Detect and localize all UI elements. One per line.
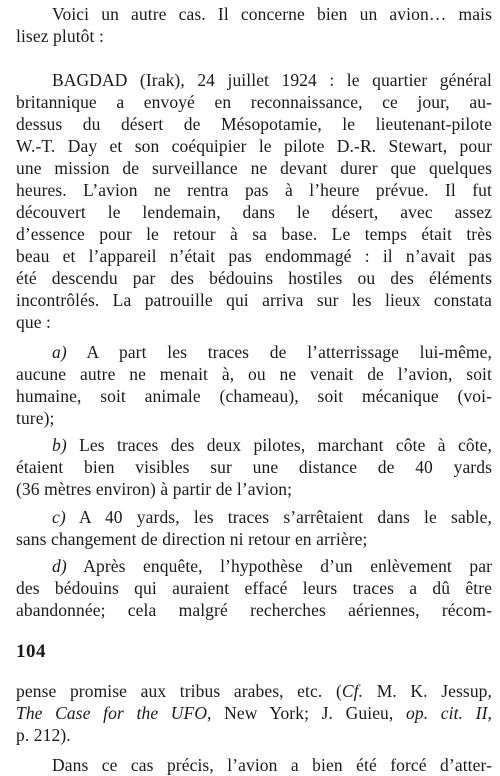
ref-book-title: The Case for the UFO,: [16, 703, 212, 723]
item-a-line-4: ture);: [16, 408, 55, 428]
bagdad-line-5: une mission de surveillance ne devant durer que quelques: [16, 158, 492, 178]
item-b-text-1: Les traces des deux pilotes, marchant côte à côte,: [66, 435, 492, 455]
ref-cf: Cf.: [341, 681, 364, 701]
bagdad-line-2: britannique a envoyé en reconnaissance, ce jour, au-: [16, 92, 492, 112]
ref-line-1-post: M. K. Jessup,: [363, 681, 493, 701]
page-number: 104: [16, 641, 46, 662]
ref-opcit: op. cit. II,: [406, 703, 492, 723]
intro-line-2: lisez plutôt :: [16, 26, 104, 46]
bagdad-line-8: d’essence pour le retour à sa base. Le temps était très: [16, 224, 492, 244]
item-b-marker: b): [52, 435, 67, 455]
item-b-line-1: [52, 434, 492, 456]
item-d-line-3: abandonnée; cela malgré recherches aériennes, récom-: [16, 600, 492, 620]
item-a-line-3: humaine, soit animale (chameau), soit mécanique (voi-: [16, 386, 492, 406]
item-b-line-3: (36 mètres environ) à partir de l’avion;: [16, 479, 293, 499]
bagdad-line-6: heures. L’avion ne rentra pas à l’heure prévue. Il fut: [16, 180, 492, 200]
item-d-marker: d): [52, 556, 67, 576]
ref-line-1: [16, 680, 492, 702]
item-a-line-1: [52, 341, 492, 363]
item-c-text-1: A 40 yards, les traces s’arrêtaient dans le sable,: [65, 507, 492, 527]
bagdad-line-3: dessus du désert de Mésopotamie, le lieutenant-pilote: [16, 114, 492, 134]
ref-line-2: [16, 702, 492, 724]
item-a-text-1: A part les traces de l’atterrissage lui-même,: [66, 342, 492, 362]
item-d-line-2: des bédouins qui auraient effacé leurs traces a dû être: [16, 578, 492, 598]
item-c-marker: c): [52, 507, 66, 527]
intro-line-1: Voici un autre cas. Il concerne bien un avion… mais: [52, 4, 492, 24]
final-line-1: Dans ce cas précis, l’avion a bien été forcé d’atter-: [52, 755, 492, 775]
ref-line-2-mid: New York; J. Guieu,: [211, 703, 406, 723]
ref-line-3: p. 212).: [16, 725, 71, 745]
bagdad-line-1: BAGDAD (Irak), 24 juillet 1924 : le quartier général: [52, 70, 492, 90]
bagdad-line-9: beau et l’appareil n’était pas endommagé : il n’avait pas: [16, 246, 492, 266]
bagdad-line-7: découvert le lendemain, dans le désert, avec assez: [16, 202, 492, 222]
item-d-text-1: Après enquête, l’hypothèse d’un enlèvement par: [66, 556, 492, 576]
item-c-line-2: sans changement de direction ni retour en arrière;: [16, 529, 368, 549]
item-b-line-2: étaient bien visibles sur une distance de 40 yards: [16, 457, 492, 477]
item-c-line-1: [52, 506, 492, 528]
item-a-line-2: aucune autre ne menait à, ou ne venait de l’avion, soit: [16, 364, 492, 384]
item-a-marker: a): [52, 342, 67, 362]
bagdad-line-11: incontrôlés. La patrouille qui arriva sur les lieux constata: [16, 290, 492, 310]
ref-line-1-pre: pense promise aux tribus arabes, etc. (: [16, 681, 342, 701]
bagdad-line-4: W.-T. Day et son coéquipier le pilote D.-R. Stewart, pour: [16, 136, 492, 156]
bagdad-line-12: que :: [16, 312, 52, 332]
item-d-line-1: [52, 555, 492, 577]
bagdad-line-10: été descendu par des bédouins hostiles ou des éléments: [16, 268, 492, 288]
